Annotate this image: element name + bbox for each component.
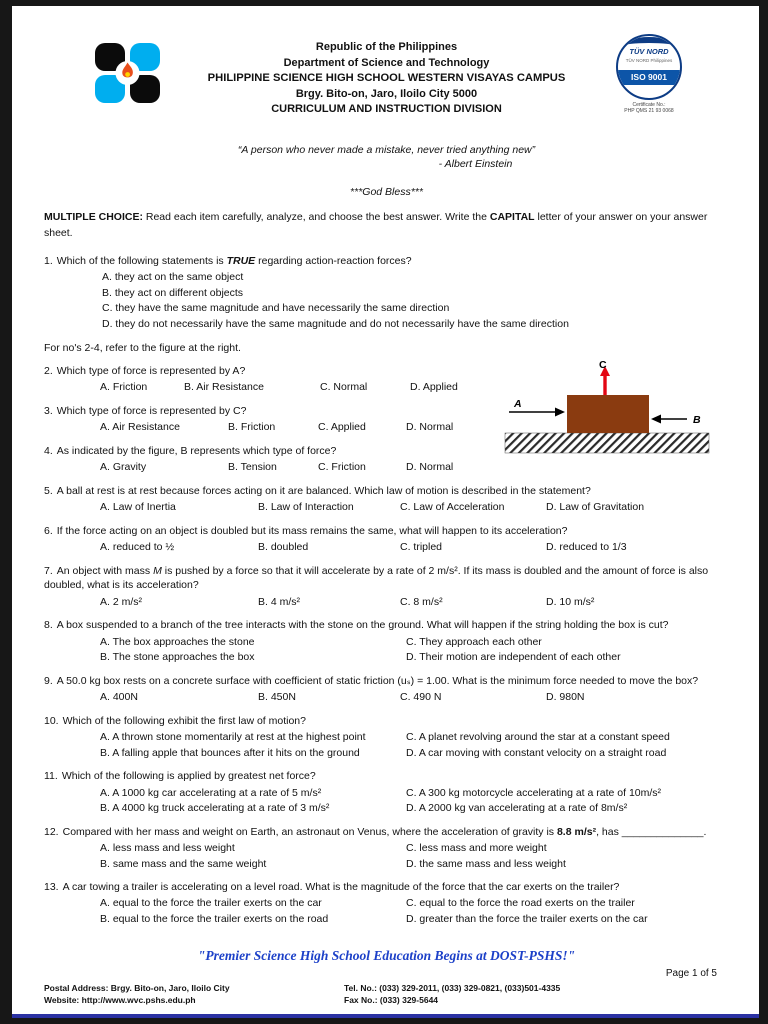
question-text-post: is pushed by a force so that it will accelerate by a rate of 2 m/s². If its mass is doubled and the amount of force is also doubled, what is its acceleration? [44,564,709,592]
question-13 [44,880,729,926]
question-text-pre: Which of the following statements is [56,254,227,267]
telephone-numbers: Tel. No.: (033) 329-2011, (033) 329-0821, (033)501-4335 [344,983,561,993]
instructions [44,210,729,242]
question-options [44,270,729,332]
figure-label-b: B [693,414,701,427]
question-options [44,540,729,554]
god-bless-line: ***God Bless*** [350,185,423,198]
instructions-body-2: letter of your answer on your answer sheet. [44,211,708,240]
question-number: 3. [44,404,53,417]
question-options [44,500,729,514]
option-c: C. tripled [400,541,443,554]
question-text-body: A 50.0 kg box rests on a concrete surface with coefficient of static friction (uₛ) = 1.00. What is the minimum force needed to move the box? [56,674,699,687]
option-b: B. A falling apple that bounces after it hits on the ground [100,746,360,759]
option-c: C. Friction [318,461,366,474]
option-c: C. A planet revolving around the star at a constant speed [406,731,670,744]
postal-address: Postal Address: Brgy. Bito-on, Jaro, Iloilo City [44,983,230,993]
question-number: 1. [44,254,53,267]
instructions-body-1: Read each item carefully, analyze, and choose the best answer. Write the [142,211,490,224]
question-text [44,880,729,894]
applied-force-arrowhead [555,408,565,417]
school-motto: "Premier Science High School Education Begins at DOST-PSHS!" [197,947,576,963]
question-text [44,484,729,498]
letterhead-line-5: CURRICULUM AND INSTRUCTION DIVISION [271,103,502,115]
option-c: C. A 300 kg motorcycle accelerating at a rate of 10m/s² [406,786,662,799]
question-options [44,595,729,609]
question-text-post: regarding action-reaction forces? [255,254,412,267]
option-a: A. Gravity [100,461,147,474]
question-number: 7. [44,564,53,577]
option-c: C. Applied [318,421,366,434]
iso-certification-seal [603,34,695,114]
option-b: B. same mass and the same weight [100,857,267,870]
option-c: C. less mass and more weight [406,842,547,855]
seal-cert-no: PHP QMS 21 93 0068 [624,108,674,114]
question-options [44,635,729,665]
question-options [44,896,729,926]
question-text-pre: An object with mass [56,564,154,577]
letterhead-line-2: Department of Science and Technology [283,56,490,69]
question-text [44,714,729,728]
option-b: B. A 4000 kg truck accelerating at a rate of 3 m/s² [100,802,330,815]
question-text-pre: Compared with her mass and weight on Earth, an astronaut on Venus, where the acceleration of gravity is [62,825,557,838]
option-d: D. Applied [410,381,458,394]
question-10 [44,714,729,760]
question-text [44,254,729,268]
option-b: B. The stone approaches the box [100,651,255,664]
letterhead [44,40,729,140]
option-d: D. they do not necessarily have the same magnitude and do not necessarily have the same direction [102,317,569,330]
option-b: B. doubled [258,541,309,554]
option-c: C. they have the same magnitude and have necessarily the same direction [102,302,450,315]
option-d: D. A 2000 kg van accelerating at a rate of 8m/s² [406,802,628,815]
question-text-body: Which type of force is represented by A? [56,364,246,377]
question-options [44,786,729,816]
question-text-body: Which type of force is represented by C? [56,404,247,417]
option-a: A. 2 m/s² [100,595,143,608]
option-b: B. Air Resistance [184,381,264,394]
contact-right-column [344,983,560,1006]
instructions-label: MULTIPLE CHOICE: [44,211,143,224]
option-d: D. greater than the force the trailer exerts on the car [406,912,648,925]
question-text-emphasis: 8.8 m/s² [556,825,597,838]
question-number: 4. [44,444,53,457]
option-d: D. A car moving with constant velocity on a straight road [406,746,667,759]
question-text [44,564,729,593]
option-d: D. 10 m/s² [546,595,595,608]
seal-swoosh-icon [623,37,675,55]
question-text [44,674,729,688]
question-number: 13. [44,881,59,893]
question-5 [44,484,729,515]
option-c: C. They approach each other [406,635,542,648]
fax-number: Fax No.: (033) 329-5644 [344,994,439,1005]
contact-left-column [44,983,344,1006]
instructions-emphasis: CAPITAL [489,211,535,224]
option-b: B. they act on different objects [102,286,244,299]
option-d: D. Normal [406,461,454,474]
figure-label-a: A [514,398,522,411]
option-c: C. 490 N [400,691,442,704]
question-text-emphasis: TRUE [226,254,256,267]
figure-region [44,341,729,474]
question-12 [44,825,729,871]
option-a: A. The box approaches the stone [100,635,255,648]
question-options [44,690,729,704]
question-1 [44,254,729,332]
figure-note: For no's 2-4, refer to the figure at the right. [44,342,241,355]
pshs-dost-logo-icon [94,42,162,106]
question-text-body: A ball at rest is at rest because forces acting on it are balanced. Which law of motion is described in the statement? [56,484,591,497]
option-b: B. Tension [228,461,277,474]
question-number: 6. [44,524,53,537]
website-link[interactable]: Website: http://www.wvc.pshs.edu.ph [44,994,196,1005]
question-text-emphasis: M [153,564,162,577]
option-b: B. 4 m/s² [258,595,301,608]
option-d: D. 980N [546,691,585,704]
question-text [44,524,729,538]
question-text-body: As indicated by the figure, B represents which type of force? [56,444,337,457]
question-8 [44,618,729,664]
question-number: 12. [44,825,59,838]
question-text-body: If the force acting on an object is doubled but its mass remains the same, what will happen to its acceleration? [56,524,568,537]
box [567,395,649,433]
question-text [44,825,729,839]
option-b: B. equal to the force the trailer exerts on the road [100,912,329,925]
seal-certificate-number [603,102,695,114]
option-a: A. A thrown stone momentarily at rest at the highest point [100,731,366,744]
contact-info [44,983,729,1006]
footer-accent-bar [12,1014,759,1018]
ground-hatched [505,433,709,453]
option-a: A. less mass and less weight [100,842,235,855]
question-number: 5. [44,484,53,497]
question-options [44,460,729,474]
seal-brand-small: TÜV NORD Philippines [625,58,673,64]
option-d: D. the same mass and less weight [406,857,566,870]
option-d: D. Law of Gravitation [546,501,645,514]
question-number: 8. [44,619,53,632]
option-a: A. Friction [100,381,148,394]
option-a: A. equal to the force the trailer exerts on the car [100,897,322,910]
option-b: B. Law of Interaction [258,501,354,514]
option-d: D. Their motion are independent of each other [406,651,621,664]
question-7 [44,564,729,609]
quote-attribution: - Albert Einstein [438,158,513,171]
letterhead-line-3: PHILIPPINE SCIENCE HIGH SCHOOL WESTERN VISAYAS CAMPUS [207,72,566,84]
option-a: A. Air Resistance [100,421,180,434]
option-c: C. Law of Acceleration [400,501,505,514]
option-a: A. reduced to ½ [100,541,175,554]
seal-iso-label: ISO 9001 [616,70,682,86]
question-number: 10. [44,714,59,727]
question-number: 11. [44,770,58,783]
option-d: D. Normal [406,421,454,434]
question-11 [44,769,729,815]
letterhead-line-4: Brgy. Bito-on, Jaro, Iloilo City 5000 [295,87,478,100]
option-a: A. A 1000 kg car accelerating at a rate of 5 m/s² [100,786,322,799]
friction-arrowhead [651,415,661,424]
seal-cert-label: Certificate No.: [632,102,666,108]
seal-circle [616,34,682,100]
question-text-post: , has ______________. [596,825,707,838]
option-a: A. they act on the same object [102,271,244,284]
option-c: C. equal to the force the road exerts on the trailer [406,897,635,910]
letterhead-text [167,40,607,118]
question-number: 9. [44,674,53,687]
option-b: B. 450N [258,691,296,704]
free-body-figure [501,359,713,457]
question-text-body: Which of the following exhibit the first law of motion? [62,714,306,727]
question-9 [44,674,729,705]
question-number: 2. [44,364,53,377]
option-c: C. Normal [320,381,368,394]
question-options [44,841,729,871]
seal-brand: TÜV NORD [629,47,669,56]
option-d: D. reduced to 1/3 [546,541,627,554]
question-text [44,618,729,632]
question-text [44,769,729,783]
option-a: A. Law of Inertia [100,501,176,514]
question-text-body: A box suspended to a branch of the tree interacts with the stone on the ground. What will happen if the string holding the box is cut? [56,619,669,632]
document-page [12,6,759,1018]
question-text-body: A car towing a trailer is accelerating on a level road. What is the magnitude of the force that the car exerts on the trailer? [62,881,620,893]
question-6 [44,524,729,555]
question-text-body: Which of the following is applied by greatest net force? [61,770,316,783]
figure-label-c: C [599,359,607,372]
question-options [44,730,729,760]
option-a: A. 400N [100,691,138,704]
einstein-quote: “A person who never made a mistake, never tried anything new” [237,144,536,156]
option-b: B. Friction [228,421,276,434]
page-number: Page 1 of 5 [665,968,717,980]
option-c: C. 8 m/s² [400,595,443,608]
page-footer [12,947,759,1018]
letterhead-line-1: Republic of the Philippines [315,41,458,53]
